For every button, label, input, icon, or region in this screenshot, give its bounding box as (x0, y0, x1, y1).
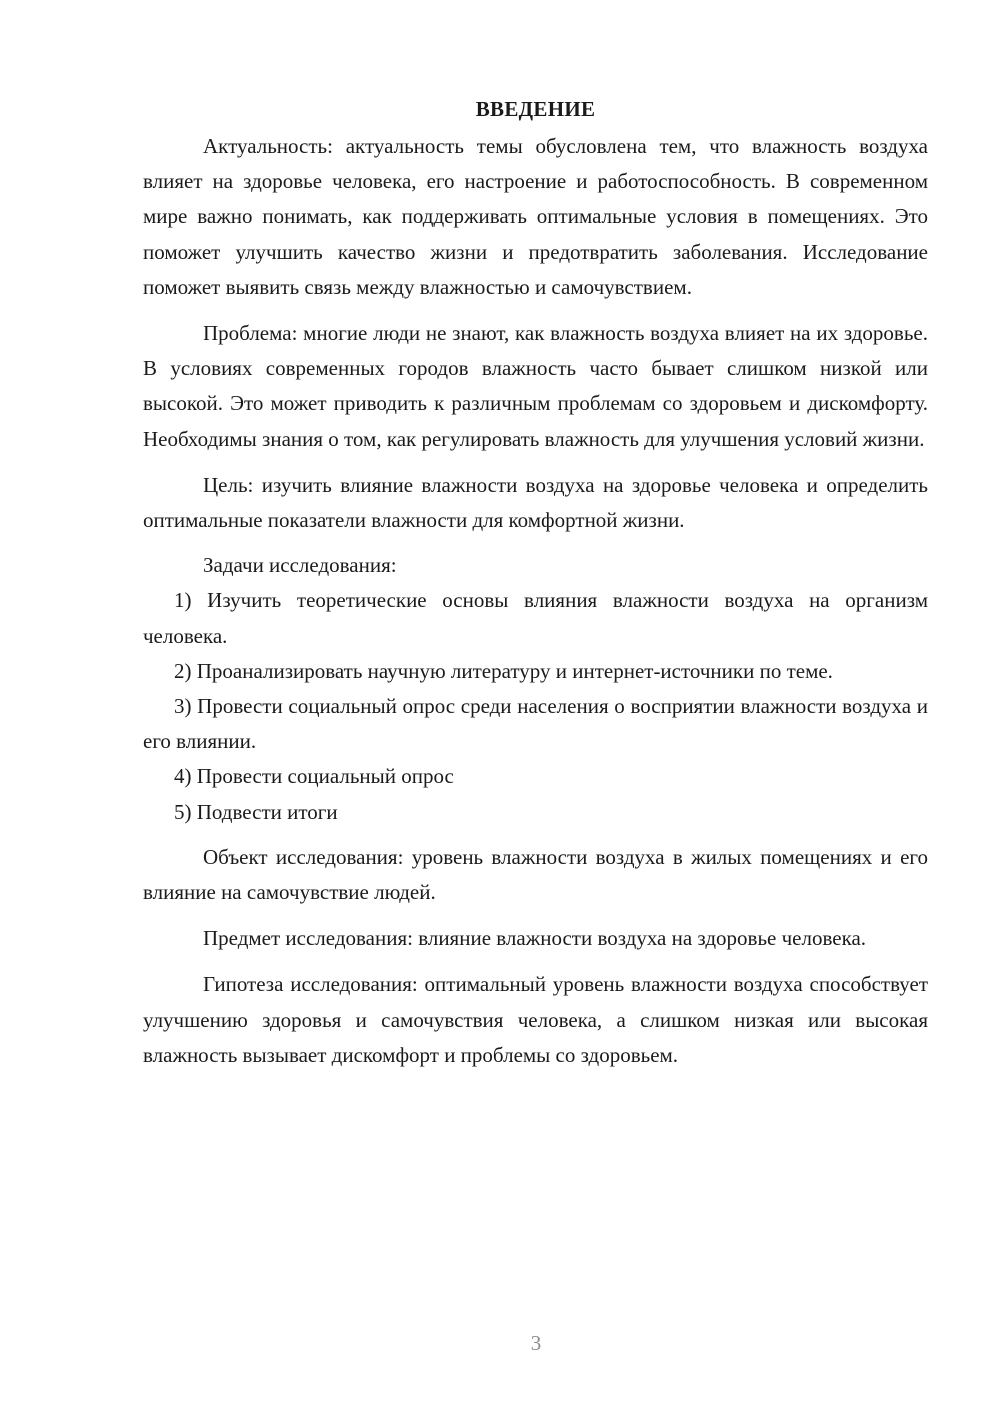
tasks-heading: Задачи исследования: (203, 553, 397, 578)
hypothesis-paragraph: Гипотеза исследования: оптимальный уровень влажности воздуха способствует улучшению здоровья и самочувствия человека, а слишком низкая или высокая влажность вызывает дискомфорт и проблемы со здоровьем. (143, 972, 928, 1067)
task-item-5: 5) Подвести итоги (174, 799, 338, 824)
object-paragraph: Объект исследования: уровень влажности воздуха в жилых помещениях и его влияние на самочувствие людей. (143, 844, 928, 905)
task-item-3: 3) Провести социальный опрос среди населения о восприятии влажности воздуха и его влиянии. (143, 694, 928, 754)
relevance-paragraph: Актуальность: актуальность темы обусловлена тем, что влажность воздуха влияет на здоровье человека, его настроение и работоспособность. В современном мире важно понимать, как поддерживать оптимальные условия в помещениях. Это поможет улучшить качество жизни и предотвратить заболевания. Исследование поможет выявить связь между влажностью и самочувствием. (143, 134, 928, 299)
page-number: 3 (530, 1331, 542, 1355)
task-item-1: 1) Изучить теоретические основы влияния влажности воздуха на организм человека. (143, 588, 928, 648)
task-item-4: 4) Провести социальный опрос (174, 764, 454, 789)
subject-paragraph: Предмет исследования: влияние влажности воздуха на здоровье человека. (203, 926, 867, 951)
problem-paragraph: Проблема: многие люди не знают, как влажность воздуха влияет на их здоровье. В условиях современных городов влажность часто бывает слишком низкой или высокой. Это может приводить к различным проблемам со здоровьем и дискомфорту. Необходимы знания о том, как регулировать влажность для улучшения условий жизни. (143, 321, 928, 451)
page-content (143, 92, 928, 1073)
section-title: ВВЕДЕНИЕ (475, 97, 596, 121)
goal-paragraph: Цель: изучить влияние влажности воздуха на здоровье человека и определить оптимальные показатели влажности для комфортной жизни. (143, 472, 928, 533)
task-item-2: 2) Проанализировать научную литературу и интернет-источники по теме. (174, 658, 833, 683)
